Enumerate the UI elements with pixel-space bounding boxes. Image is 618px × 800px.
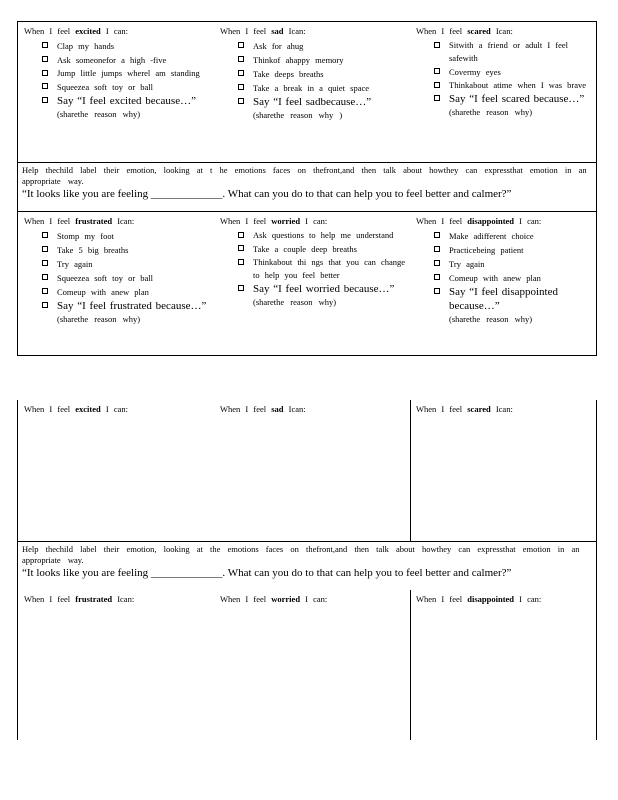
column-heading: When I feel excited I can:	[24, 404, 128, 414]
strategy-item: Take 5 big breaths	[24, 243, 214, 257]
checkbox-icon	[238, 259, 244, 265]
checkbox-icon	[42, 70, 48, 76]
column-heading: When I feel disappointed I can:	[416, 594, 542, 604]
strategy-item: Covermy eyes	[416, 65, 596, 79]
column-disappointed	[410, 212, 596, 356]
strategy-item: Stomp my foot	[24, 229, 214, 243]
checkbox-icon	[238, 56, 244, 62]
checkbox-icon	[434, 288, 440, 294]
checkbox-icon	[42, 232, 48, 238]
checkbox-icon	[434, 95, 440, 101]
strategy-list	[24, 39, 214, 108]
strategy-item: Take a break in a quiet space	[220, 81, 410, 95]
blank-column-worried	[214, 590, 410, 740]
checkbox-icon	[434, 274, 440, 280]
checkbox-icon	[434, 260, 440, 266]
strategy-item: Thinkabout thi ngs that you can change to help you feel better	[220, 256, 410, 282]
checkbox-icon	[42, 83, 48, 89]
strategy-item: Comeup with anew plan	[416, 271, 596, 285]
share-note: (sharethe reason why )	[253, 110, 343, 120]
share-note: (sharethe reason why)	[57, 109, 141, 119]
column-scared	[410, 22, 596, 163]
column-heading: When I feel scared Ican:	[416, 26, 513, 36]
strategy-item: Make adifferent choice	[416, 229, 596, 243]
checkbox-icon	[42, 246, 48, 252]
strategy-list	[24, 229, 214, 313]
strategy-item: Ask questions to help me understand	[220, 229, 410, 242]
share-note: (sharethe reason why)	[253, 297, 337, 307]
help-band	[18, 162, 596, 212]
blank-column-frustrated	[18, 590, 214, 740]
column-frustrated	[18, 212, 214, 356]
column-worried	[214, 212, 410, 356]
strategy-list	[416, 39, 596, 106]
strategy-item: Squeezea soft toy or ball	[24, 80, 214, 94]
strategy-item: Practicebeing patient	[416, 243, 596, 257]
checkbox-icon	[238, 245, 244, 251]
blank-column-excited	[18, 400, 214, 541]
emotion-row-1	[18, 22, 596, 163]
strategy-item: Thinkof ahappy memory	[220, 53, 410, 67]
strategy-item: Take deeps breaths	[220, 67, 410, 81]
checkbox-icon	[434, 68, 440, 74]
strategy-list	[220, 229, 410, 296]
strategy-item: Squeezea soft toy or ball	[24, 271, 214, 285]
checkbox-icon	[434, 42, 440, 48]
strategy-item: Comeup with anew plan	[24, 285, 214, 299]
strategy-list	[416, 229, 596, 313]
column-heading: When I feel scared Ican:	[416, 404, 513, 414]
checkbox-icon	[42, 260, 48, 266]
column-heading: When I feel frustrated Ican:	[24, 216, 135, 226]
strategy-item: Ask someonefor a high -five	[24, 53, 214, 67]
column-heading: When I feel frustrated Ican:	[24, 594, 135, 604]
blank-row-1	[18, 400, 596, 541]
blank-row-2	[18, 590, 596, 740]
say-item: Say “I feel worried because…”	[220, 282, 410, 296]
help-instructions: Help thechild label their emotion, looking at t he emotions faces on thefront,and then talk about howthey can expressthat emotion in an appropriate way.	[22, 165, 587, 186]
emotion-row-2	[18, 212, 596, 356]
checkbox-icon	[434, 82, 440, 88]
checkbox-icon	[42, 274, 48, 280]
strategy-item: Try again	[416, 257, 596, 271]
column-heading: When I feel sad Ican:	[220, 404, 306, 414]
checkbox-icon	[238, 285, 244, 291]
column-heading: When I feel disappointed I can:	[416, 216, 542, 226]
share-note: (sharethe reason why)	[57, 314, 141, 324]
strategy-item: Take a couple deep breaths	[220, 242, 410, 256]
checkbox-icon	[238, 98, 244, 104]
share-note: (sharethe reason why)	[449, 107, 533, 117]
column-sad	[214, 22, 410, 163]
column-heading: When I feel worried I can:	[220, 216, 328, 226]
checkbox-icon	[42, 97, 48, 103]
checkbox-icon	[434, 246, 440, 252]
help-prompt: “It looks like you are feeling _____________. What can you do to that can help you to feel better and calmer?”	[22, 567, 512, 579]
say-item: Say “I feel disappointed because…”	[416, 285, 596, 313]
blank-column-scared	[410, 400, 596, 541]
column-heading: When I feel sad Ican:	[220, 26, 306, 36]
checkbox-icon	[42, 302, 48, 308]
help-band	[18, 541, 596, 590]
checkbox-icon	[238, 232, 244, 238]
column-heading: When I feel worried I can:	[220, 594, 328, 604]
strategy-item: Sitwith a friend or adult I feel safewith	[416, 39, 596, 65]
blank-column-sad	[214, 400, 410, 541]
emotion-card-blank	[17, 400, 597, 740]
column-heading: When I feel excited I can:	[24, 26, 128, 36]
help-instructions: Help thechild label their emotion, looking at the emotions faces on thefront,and then talk about howthey can expressthat emotion in an appropriate way.	[22, 544, 580, 565]
checkbox-icon	[42, 56, 48, 62]
share-note: (sharethe reason why)	[449, 314, 533, 324]
strategy-item: Try again	[24, 257, 214, 271]
say-item: Say “I feel frustrated because…”	[24, 299, 214, 313]
say-item: Say “I feel sadbecause…”	[220, 95, 410, 109]
blank-column-disappointed	[410, 590, 596, 740]
emotion-card-filled	[17, 21, 597, 356]
checkbox-icon	[238, 42, 244, 48]
say-item: Say “I feel scared because…”	[416, 92, 596, 106]
checkbox-icon	[42, 288, 48, 294]
checkbox-icon	[238, 70, 244, 76]
say-item: Say “I feel excited because…”	[24, 94, 214, 108]
checkbox-icon	[42, 42, 48, 48]
strategy-item: Clap my hands	[24, 39, 214, 53]
column-excited	[18, 22, 214, 163]
strategy-item: Ask for ahug	[220, 39, 410, 53]
checkbox-icon	[238, 84, 244, 90]
help-prompt: “It looks like you are feeling _____________. What can you do to that can help you to feel better and calmer?”	[22, 188, 512, 200]
strategy-item: Thinkabout atime when I was brave	[416, 79, 596, 92]
strategy-list	[220, 39, 410, 109]
checkbox-icon	[434, 232, 440, 238]
strategy-item: Jump little jumps wherel am standing	[24, 67, 214, 80]
